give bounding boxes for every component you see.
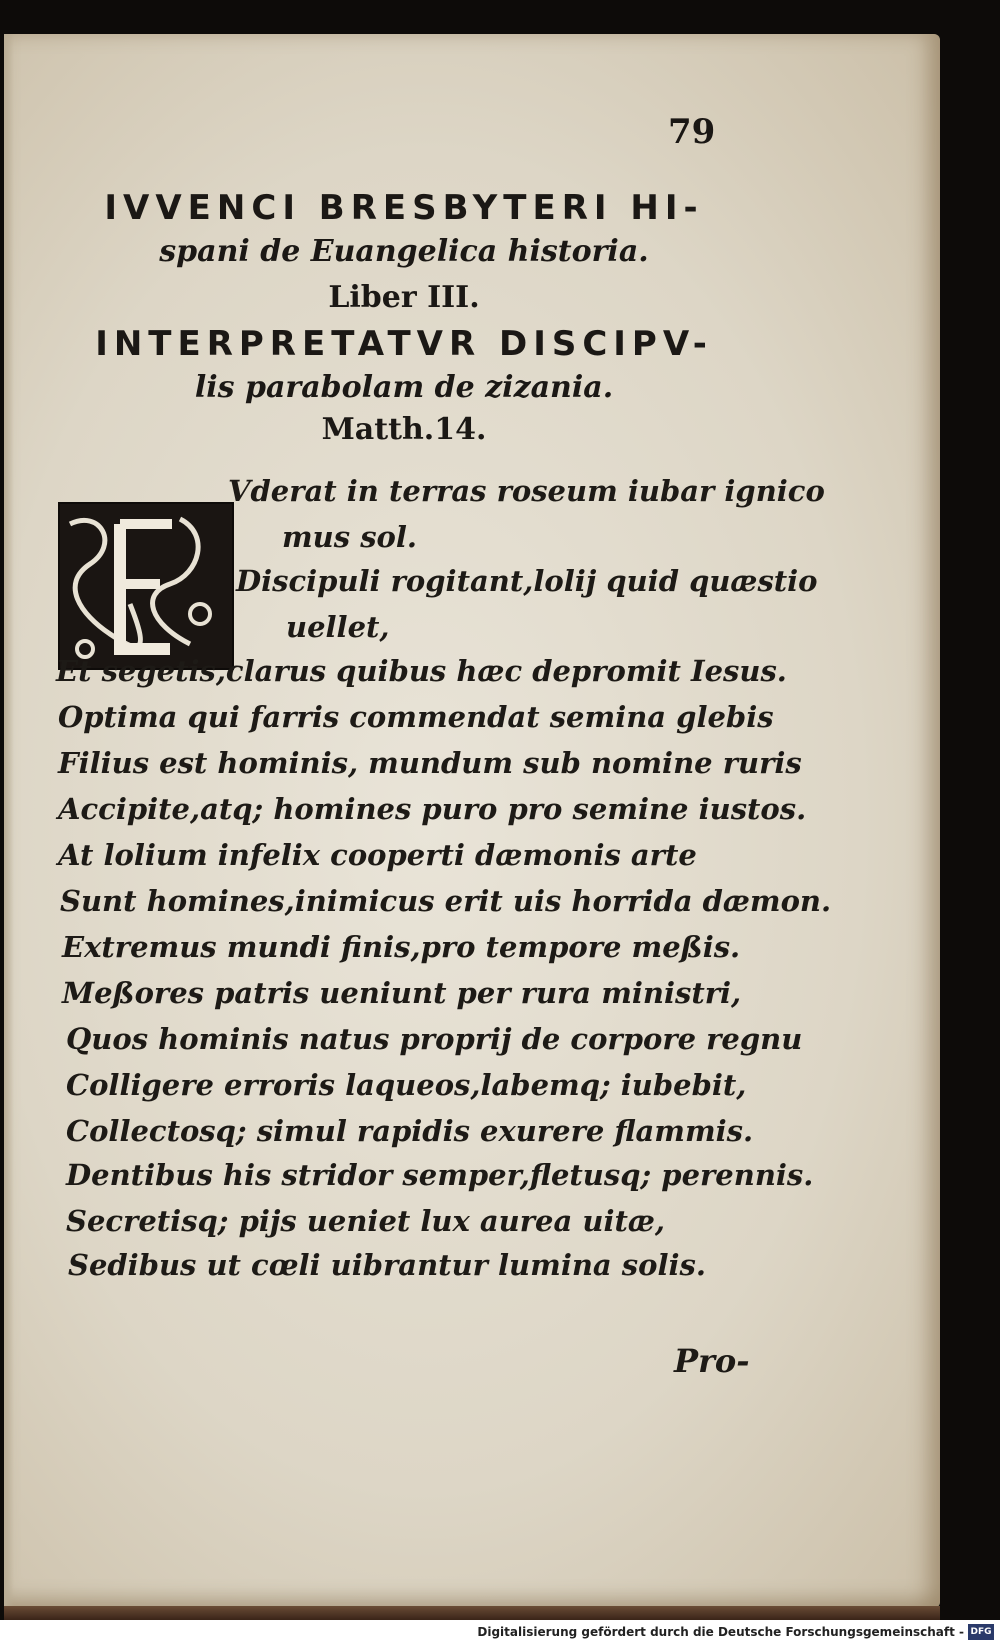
verse-line: Dentibus his stridor semper,fletusq; perennis. [66,1158,814,1192]
verse-line: Filius est hominis, mundum sub nomine ruris [58,746,802,780]
heading-line-4: INTERPRETATVR DISCIPV- [95,324,713,364]
verse-line: Et segetis,clarus quibus hæc depromit Iesus. [56,654,787,688]
verse-line: Discipuli rogitant,lolij quid quæstio [236,564,818,598]
verse-line: Extremus mundi finis,pro tempore meßis. [62,930,741,964]
verse-line: Colligere erroris laqueos,labemq; iubebit, [66,1068,747,1102]
verse-line: At lolium infelix cooperti dæmonis arte [58,838,697,872]
verse-line: Sunt homines,inimicus erit uis horrida dæmon. [60,884,832,918]
page-gutter [4,34,14,1608]
funding-credit: Digitalisierung gefördert durch die Deutsche Forschungsgemeinschaft - [477,1625,964,1639]
heading-line-6: Matth.14. [321,412,487,447]
verse-line: Sedibus ut cœli uibrantur lumina solis. [68,1248,706,1282]
verse-line: Collectosq; simul rapidis exurere flammis. [66,1114,754,1148]
verse-line: mus sol. [282,520,417,554]
verse-line: Vderat in terras roseum iubar ignico [228,474,825,508]
ornament-icon [60,504,232,668]
footer-bar [0,1620,1000,1646]
heading-line-2: spani de Euangelica historia. [159,234,649,269]
decorated-initial [58,502,234,670]
heading-line-5: lis parabolam de zizania. [194,370,614,405]
heading-line-1: IVVENCI BRESBYTERI HI- [104,188,704,228]
verse-line: Secretisq; pijs ueniet lux aurea uitæ, [66,1204,665,1238]
dfg-logo-icon: DFG [968,1624,994,1640]
page-number: 79 [668,112,716,152]
verse-line: Accipite,atq; homines puro pro semine iustos. [58,792,807,826]
verse-line: Quos hominis natus proprij de corpore regnu [66,1022,803,1056]
catchword: Pro- [674,1342,750,1380]
heading-line-3: Liber III. [328,280,480,315]
verse-line: uellet, [286,610,390,644]
book-page [4,34,940,1608]
verse-line: Meßores patris ueniunt per rura ministri, [62,976,742,1010]
page-edge [4,1606,940,1620]
verse-line: Optima qui farris commendat semina glebis [58,700,774,734]
